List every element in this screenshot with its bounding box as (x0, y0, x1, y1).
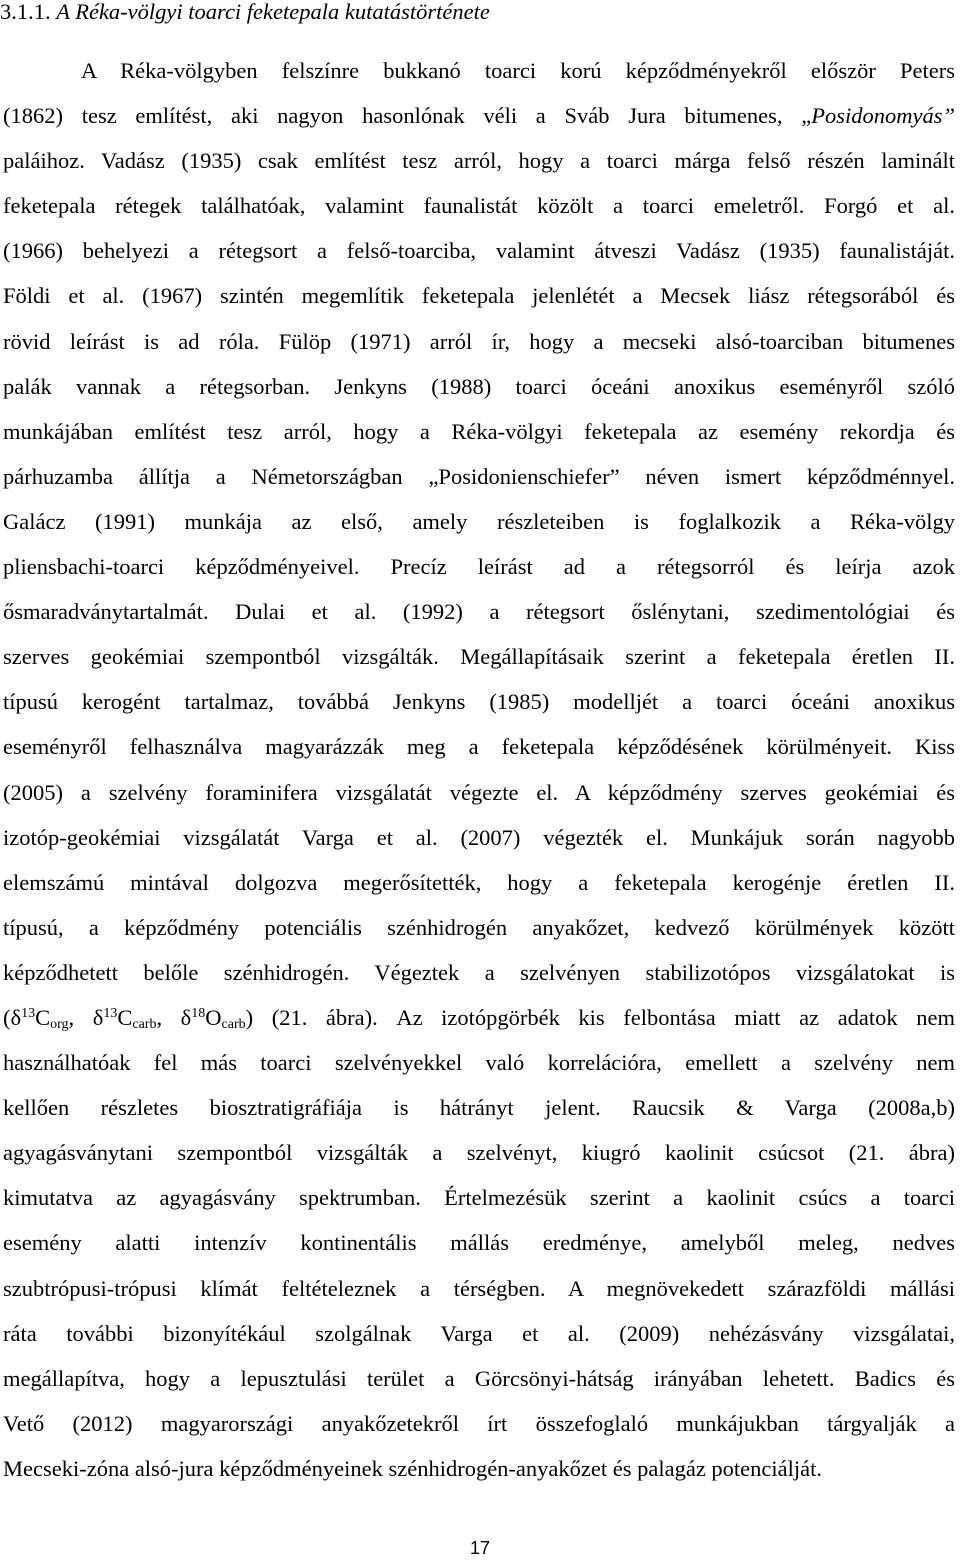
page-number: 17 (469, 1538, 491, 1558)
subscript: carb (132, 1016, 157, 1032)
italic-term: Posidonomyás” (811, 103, 955, 129)
text-segment: , δ (156, 1004, 192, 1030)
text-line: szerves geokémiai szempontból vizsgálták. Megállapításaik szerint a feketepala éretlen II. (3, 644, 955, 670)
section-title: A Réka-völgyi toarci feketepala kutatástörténete (56, 0, 490, 24)
text-line: Galácz (1991) munkája az első, amely részleteiben is foglalkozik a Réka-völgy (3, 508, 955, 534)
text-line: kimutatva az agyagásvány spektrumban. Értelmezésük szerint a kaolinit csúcs a toarci (3, 1185, 955, 1211)
text-line: feketepala rétegek találhatóak, valamint faunalistát közölt a toarci emeletről. Forgó et al. (3, 193, 955, 219)
superscript: 13 (21, 1005, 36, 1021)
text-segment: ) (21. ábra). Az izotópgörbék kis felbontása miatt az adatok nem (245, 1004, 955, 1030)
subscript: org (50, 1016, 69, 1032)
text-line: pliensbachi-toarci képződményeivel. Precíz leírást ad a rétegsorról és leírja azok (3, 554, 955, 580)
isotope-text-line (3, 995, 955, 1040)
text-line: párhuzamba állítja a Németországban „Posidonienschiefer” néven ismert képződménnyel. (3, 463, 955, 489)
text-line: (2005) a szelvény foraminifera vizsgálatát végezte el. A képződmény szerves geokémiai és (3, 779, 955, 805)
text-line: megállapítva, hogy a lepusztulási terület a Görcsönyi-hátság irányában lehetett. Badics és (3, 1365, 955, 1391)
subscript: carb (221, 1016, 246, 1032)
text-line: képződhetett belőle szénhidrogén. Végeztek a szelvényen stabilizotópos vizsgálatokat is (3, 959, 955, 985)
text-line: elemszámú mintával dolgozva megerősítették, hogy a feketepala kerogénje éretlen II. (3, 869, 955, 895)
text-line: eseményről felhasználva magyarázzák meg a feketepala képződésének körülményeit. Kiss (3, 734, 955, 760)
text-line: kellően részletes biosztratigráfiája is hátrányt jelent. Raucsik & Varga (2008a,b) (3, 1095, 955, 1121)
body-paragraph (3, 48, 955, 1491)
text-line: Vető (2012) magyarországi anyakőzetekről írt összefoglaló munkájukban tárgyalják a (3, 1410, 955, 1436)
section-number: 3.1.1. (0, 0, 51, 24)
text-line: palák vannak a rétegsorban. Jenkyns (1988) toarci óceáni anoxikus eseményről szóló (3, 373, 955, 399)
text-line: izotóp-geokémiai vizsgálatát Varga et al. (2007) végezték el. Munkájuk során nagyobb (3, 824, 955, 850)
text-line: munkájában említést tesz arról, hogy a Réka-völgyi feketepala az esemény rekordja és (3, 418, 955, 444)
text-line (3, 93, 955, 138)
text-line: agyagásványtani szempontból vizsgálták a szelvényt, kiugró kaolinit csúcsot (21. ábra) (3, 1140, 955, 1166)
text-line: ráta további bizonyítékául szolgálnak Varga et al. (2009) nehézásvány vizsgálatai, (3, 1320, 955, 1346)
text-segment: (1862) tesz említést, aki nagyon hasonlónak véli a Sváb Jura bitumenes, „ (3, 103, 812, 129)
text-segment: O (205, 1004, 222, 1030)
text-segment: (δ (3, 1004, 22, 1030)
text-line: típusú, a képződmény potenciális szénhidrogén anyakőzet, kedvező körülmények között (3, 914, 955, 940)
text-line: esemény alatti intenzív kontinentális mállás eredménye, amelyből meleg, nedves (3, 1230, 955, 1256)
text-line: ősmaradványtartalmát. Dulai et al. (1992) a rétegsort őslénytani, szedimentológiai és (3, 599, 955, 625)
text-line: szubtrópusi-trópusi klímát feltételeznek a térségben. A megnövekedett szárazföldi mállási (3, 1275, 955, 1301)
text-line: használhatóak fel más toarci szelvényekkel való korrelációra, emellett a szelvény nem (3, 1050, 955, 1076)
text-line: (1966) behelyezi a rétegsort a felső-toarciba, valamint átveszi Vadász (1935) faunalistáját. (3, 238, 955, 264)
section-heading (0, 0, 490, 26)
text-line: típusú kerogént tartalmaz, továbbá Jenkyns (1985) modelljét a toarci óceáni anoxikus (3, 689, 955, 715)
text-segment: C (117, 1004, 133, 1030)
text-line: Földi et al. (1967) szintén megemlítik feketepala jelenlétét a Mecsek liász rétegsorából és (3, 283, 955, 309)
text-line: A Réka-völgyben felszínre bukkanó toarci korú képződményekről először Peters (81, 58, 955, 83)
text-segment: C (35, 1004, 51, 1030)
text-line: Mecseki-zóna alsó-jura képződményeinek szénhidrogén-anyakőzet és palagáz potenciálját. (3, 1455, 823, 1481)
text-line: paláihoz. Vadász (1935) csak említést tesz arról, hogy a toarci márga felső részén laminált (3, 148, 955, 174)
superscript: 18 (191, 1005, 206, 1021)
text-segment: , δ (68, 1004, 104, 1030)
text-line: rövid leírást is ad róla. Fülöp (1971) arról ír, hogy a mecseki alsó-toarciban bitumenes (3, 328, 955, 354)
superscript: 13 (103, 1005, 118, 1021)
